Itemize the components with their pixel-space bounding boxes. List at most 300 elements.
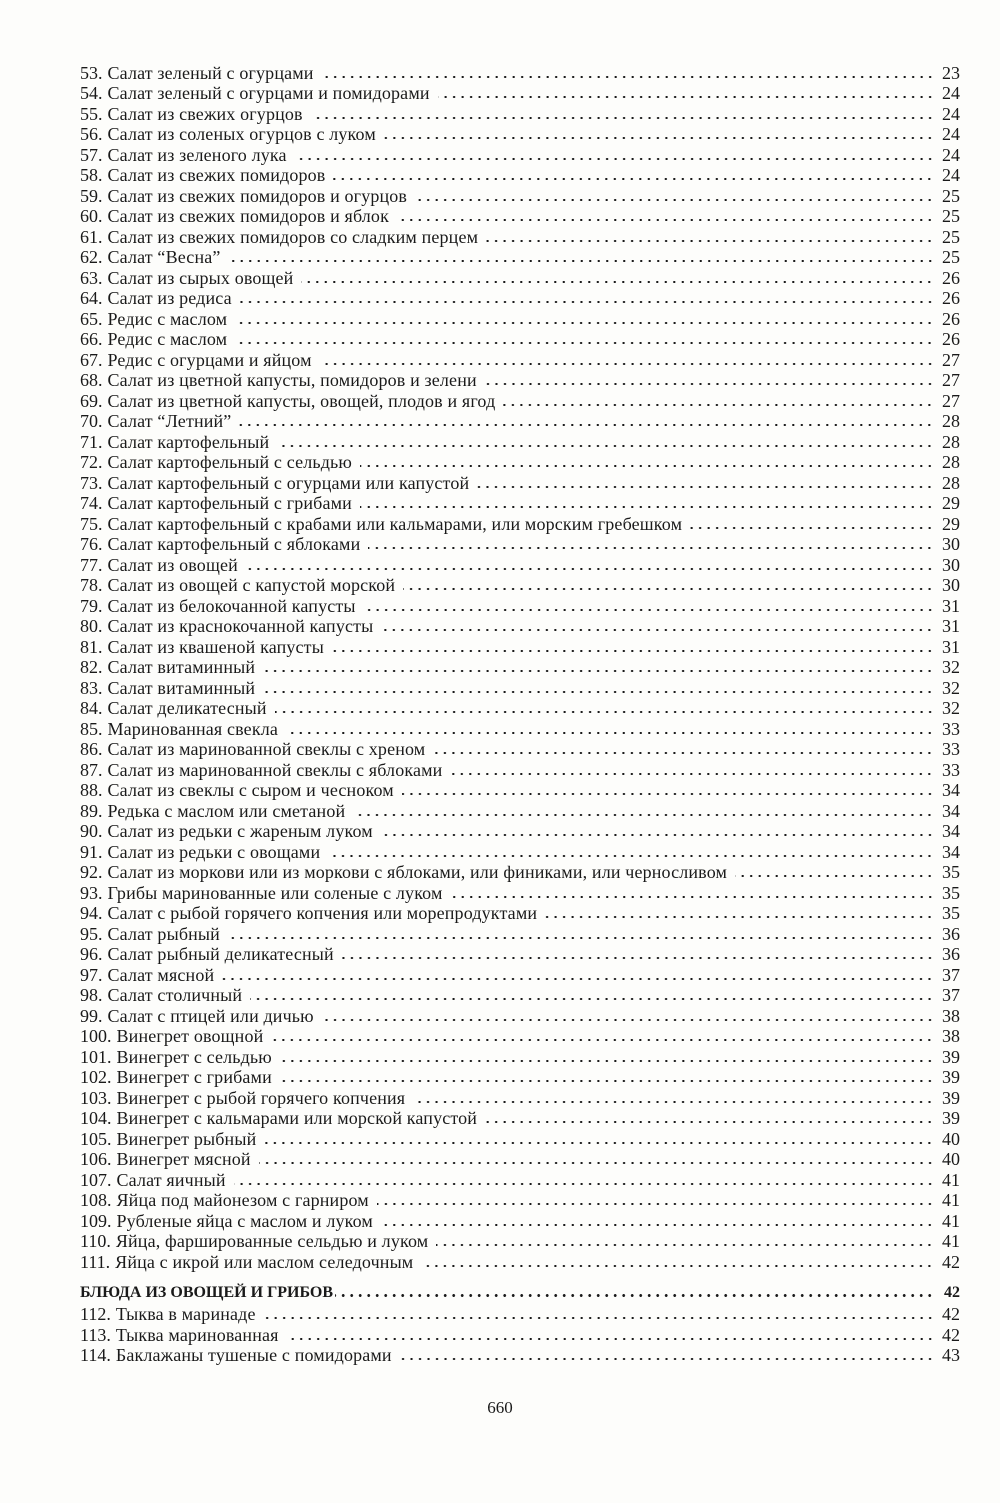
toc-entry <box>80 882 960 903</box>
entry-title: Салат из цветной капусты, овощей, плодов и ягод <box>107 390 496 411</box>
entry-title: Салат из свежих помидоров и огурцов <box>107 185 408 206</box>
entry-title: Салат с птицей или дичью <box>107 1005 314 1026</box>
entry-title: Винегрет с сельдью <box>116 1046 272 1067</box>
entry-title: Салат из сырых овощей <box>107 267 294 288</box>
entry-page-number: 36 <box>942 944 960 964</box>
dot-leader <box>235 322 934 324</box>
entry-number: 58. <box>80 165 103 185</box>
toc-entry <box>80 841 960 862</box>
toc-entry <box>80 1304 960 1325</box>
dot-leader <box>264 1142 934 1144</box>
entry-page-number: 42 <box>942 1251 960 1272</box>
entry-title: Салат из маринованной свеклы с яблоками <box>107 759 443 780</box>
dot-leader <box>246 568 934 570</box>
dot-leader <box>239 424 934 426</box>
entry-title: Редис с огурцами и яйцом <box>107 349 312 370</box>
entry-number: 82. <box>80 657 103 677</box>
dot-leader <box>332 650 934 652</box>
entry-number: 113. <box>80 1324 111 1345</box>
entry-title: Салат рыбный <box>107 923 220 944</box>
section-page-number: 42 <box>944 1283 960 1301</box>
toc-entry <box>80 472 960 493</box>
entry-number: 74. <box>80 493 103 513</box>
entry-title: Салат картофельный с огурцами или капустой <box>107 472 470 493</box>
entry-number: 88. <box>80 780 103 800</box>
dot-leader <box>485 383 934 385</box>
entry-number: 94. <box>80 903 103 923</box>
toc-entry <box>80 62 960 83</box>
toc-entry <box>80 739 960 760</box>
entry-number: 73. <box>80 472 103 493</box>
dot-leader <box>277 445 934 447</box>
dot-leader <box>360 506 934 508</box>
entry-page-number: 43 <box>942 1345 960 1365</box>
dot-leader <box>235 342 934 344</box>
entry-title: Винегрет с рыбой горячего копчения <box>116 1087 406 1108</box>
entry-page-number: 28 <box>942 452 960 472</box>
toc-entry <box>80 1169 960 1190</box>
entry-page-number: 24 <box>942 124 960 144</box>
entry-page-number: 36 <box>942 923 960 944</box>
entry-page-number: 42 <box>942 1304 960 1324</box>
dot-leader <box>450 773 934 775</box>
entry-page-number: 33 <box>942 739 960 759</box>
dot-leader <box>415 199 934 201</box>
entry-number: 104. <box>80 1108 112 1128</box>
dot-leader <box>271 1039 934 1041</box>
toc-entry <box>80 575 960 596</box>
entry-page-number: 34 <box>942 821 960 841</box>
entry-title: Винегрет мясной <box>116 1149 251 1169</box>
toc-entry <box>80 144 960 165</box>
entry-page-number: 24 <box>942 144 960 165</box>
dot-leader <box>413 1101 934 1103</box>
dot-leader <box>368 547 934 549</box>
dot-leader <box>402 793 934 795</box>
toc-entry <box>80 677 960 698</box>
entry-number: 68. <box>80 370 103 390</box>
dot-leader <box>381 629 934 631</box>
toc-entry <box>80 1005 960 1026</box>
dot-leader <box>690 527 934 529</box>
entry-number: 71. <box>80 431 103 452</box>
entry-page-number: 35 <box>942 882 960 903</box>
entry-number: 81. <box>80 636 103 657</box>
section-title: БЛЮДА ИЗ ОВОЩЕЙ И ГРИБОВ <box>80 1283 334 1301</box>
entry-title: Салат зеленый с огурцами <box>107 62 314 83</box>
entry-title: Салат из моркови или из моркови с яблоками, или финиками, или черносливом <box>107 862 728 882</box>
dot-leader <box>322 1019 934 1021</box>
toc-entry <box>80 411 960 432</box>
entry-page-number: 26 <box>942 288 960 308</box>
page-number: 660 <box>487 1398 513 1417</box>
toc-entry <box>80 165 960 186</box>
toc-entry <box>80 554 960 575</box>
entry-page-number: 38 <box>942 1026 960 1046</box>
toc-entry <box>80 534 960 555</box>
dot-leader <box>301 281 934 283</box>
toc-entry <box>80 370 960 391</box>
dot-leader <box>353 814 934 816</box>
entry-number: 95. <box>80 923 103 944</box>
toc-entry <box>80 616 960 637</box>
dot-leader <box>328 855 934 857</box>
toc-entry <box>80 698 960 719</box>
entry-number: 59. <box>80 185 103 206</box>
toc-entry <box>80 349 960 370</box>
entry-page-number: 23 <box>942 62 960 83</box>
entry-number: 65. <box>80 308 103 329</box>
entry-page-number: 26 <box>942 267 960 288</box>
toc-entry <box>80 595 960 616</box>
entry-page-number: 25 <box>942 226 960 247</box>
entry-title: Салат зеленый с огурцами и помидорами <box>107 83 430 103</box>
dot-leader <box>342 957 934 959</box>
entry-title: Салат из свежих помидоров <box>107 165 326 185</box>
entry-page-number: 34 <box>942 800 960 821</box>
entry-number: 87. <box>80 759 103 780</box>
entry-page-number: 30 <box>942 534 960 554</box>
toc-entry <box>80 964 960 985</box>
dot-leader <box>222 978 934 980</box>
entry-title: Салат витаминный <box>107 677 256 698</box>
entry-number: 54. <box>80 83 103 103</box>
dot-leader <box>451 896 934 898</box>
toc-entry <box>80 718 960 739</box>
toc-entry <box>80 452 960 473</box>
dot-leader <box>286 732 934 734</box>
dot-leader <box>311 117 934 119</box>
entry-page-number: 24 <box>942 83 960 103</box>
entry-title: Салат “Весна” <box>107 247 221 267</box>
toc-entry <box>80 636 960 657</box>
entry-number: 89. <box>80 800 103 821</box>
entry-number: 111. <box>80 1251 111 1272</box>
entry-number: 100. <box>80 1026 112 1046</box>
toc-entry <box>80 944 960 965</box>
entry-title: Салат из свежих помидоров со сладким перцем <box>107 226 479 247</box>
entry-title: Салат из краснокочанной капусты <box>107 616 374 636</box>
entry-page-number: 41 <box>942 1231 960 1251</box>
dot-leader <box>295 158 934 160</box>
entry-page-number: 25 <box>942 247 960 267</box>
entry-number: 99. <box>80 1005 103 1026</box>
entry-number: 79. <box>80 595 103 616</box>
toc-entry <box>80 903 960 924</box>
entry-page-number: 37 <box>942 985 960 1005</box>
dot-leader <box>287 1338 934 1340</box>
entry-page-number: 29 <box>942 513 960 534</box>
toc-entry <box>80 1067 960 1088</box>
entry-number: 56. <box>80 124 103 144</box>
entry-number: 90. <box>80 821 103 841</box>
dot-leader <box>234 1183 934 1185</box>
entry-title: Редис с маслом <box>107 329 228 349</box>
entry-title: Салат из редиса <box>107 288 232 308</box>
entry-number: 109. <box>80 1210 112 1231</box>
toc-entry <box>80 1190 960 1211</box>
entry-title: Грибы маринованные или соленые с луком <box>107 882 443 903</box>
entry-title: Салат из белокочанной капусты <box>107 595 356 616</box>
entry-page-number: 24 <box>942 103 960 124</box>
entry-title: Винегрет с грибами <box>116 1067 272 1087</box>
entry-page-number: 39 <box>942 1046 960 1067</box>
entry-page-number: 30 <box>942 575 960 595</box>
entry-number: 92. <box>80 862 103 882</box>
entry-number: 61. <box>80 226 103 247</box>
entry-number: 108. <box>80 1190 112 1210</box>
entry-page-number: 39 <box>942 1067 960 1087</box>
dot-leader <box>259 1162 934 1164</box>
entry-page-number: 33 <box>942 759 960 780</box>
dot-leader <box>280 1060 934 1062</box>
toc-entry <box>80 513 960 534</box>
entry-title: Яйца с икрой или маслом селедочным <box>115 1251 414 1272</box>
toc-entry <box>80 1026 960 1047</box>
entry-number: 78. <box>80 575 103 595</box>
toc-entry <box>80 493 960 514</box>
dot-leader <box>280 1080 934 1082</box>
entry-title: Салат из свежих огурцов <box>107 103 303 124</box>
toc-entry <box>80 288 960 309</box>
toc-entry <box>80 1046 960 1067</box>
dot-leader <box>485 1121 934 1123</box>
entry-page-number: 30 <box>942 554 960 575</box>
toc-entry <box>80 759 960 780</box>
entry-page-number: 28 <box>942 472 960 493</box>
toc-entry <box>80 124 960 145</box>
entry-page-number: 32 <box>942 657 960 677</box>
toc-entry <box>80 1345 960 1366</box>
entry-title: Салат из свежих помидоров и яблок <box>107 206 389 226</box>
entry-title: Редька с маслом или сметаной <box>107 800 346 821</box>
toc-entry <box>80 83 960 104</box>
entry-title: Салат рыбный деликатесный <box>107 944 334 964</box>
entry-page-number: 41 <box>942 1190 960 1210</box>
entry-title: Салат из редьки с овощами <box>107 841 321 862</box>
entry-page-number: 41 <box>942 1210 960 1231</box>
entry-number: 112. <box>80 1304 111 1324</box>
entry-number: 69. <box>80 390 103 411</box>
dot-leader <box>322 76 934 78</box>
entry-number: 66. <box>80 329 103 349</box>
entry-title: Салат из квашеной капусты <box>107 636 324 657</box>
dot-leader <box>545 916 934 918</box>
entry-page-number: 27 <box>942 349 960 370</box>
toc-entry <box>80 206 960 227</box>
entry-page-number: 35 <box>942 903 960 923</box>
dot-leader <box>275 711 934 713</box>
entry-title: Салат картофельный с крабами или кальмарами, или морским гребешком <box>107 513 683 534</box>
dot-leader <box>433 752 934 754</box>
table-of-contents <box>80 62 960 1365</box>
dot-leader <box>263 670 934 672</box>
entry-title: Салат с рыбой горячего копчения или морепродуктами <box>107 903 538 923</box>
entry-number: 85. <box>80 718 103 739</box>
entry-title: Винегрет овощной <box>116 1026 264 1046</box>
entry-number: 60. <box>80 206 103 226</box>
entry-title: Салат из овощей <box>107 554 238 575</box>
toc-entry <box>80 780 960 801</box>
dot-leader <box>421 1265 934 1267</box>
entry-number: 84. <box>80 698 103 718</box>
toc-entry <box>80 103 960 124</box>
entry-page-number: 39 <box>942 1087 960 1108</box>
toc-entry <box>80 390 960 411</box>
toc-entry <box>80 1108 960 1129</box>
dot-leader <box>735 875 934 877</box>
entry-number: 63. <box>80 267 103 288</box>
entry-page-number: 25 <box>942 185 960 206</box>
entry-page-number: 31 <box>942 636 960 657</box>
dot-leader <box>333 178 934 180</box>
dot-leader <box>384 137 934 139</box>
entry-page-number: 31 <box>942 616 960 636</box>
entry-number: 67. <box>80 349 103 370</box>
entry-page-number: 42 <box>942 1324 960 1345</box>
entry-page-number: 27 <box>942 370 960 390</box>
toc-group-vegetables <box>80 1304 960 1366</box>
toc-entry <box>80 800 960 821</box>
entry-title: Салат из соленых огурцов с луком <box>107 124 376 144</box>
dot-leader <box>364 609 934 611</box>
entry-page-number: 32 <box>942 677 960 698</box>
entry-title: Салат яичный <box>116 1169 226 1190</box>
entry-title: Салат из редьки с жареным луком <box>107 821 373 841</box>
entry-number: 80. <box>80 616 103 636</box>
entry-page-number: 32 <box>942 698 960 718</box>
entry-page-number: 41 <box>942 1169 960 1190</box>
entry-title: Салат из цветной капусты, помидоров и зелени <box>107 370 477 390</box>
dot-leader <box>377 1203 934 1205</box>
entry-number: 70. <box>80 411 103 431</box>
dot-leader <box>263 691 934 693</box>
toc-entry <box>80 923 960 944</box>
toc-entry <box>80 862 960 883</box>
toc-entry <box>80 1087 960 1108</box>
dot-leader <box>228 937 934 939</box>
entry-title: Тыква маринованная <box>115 1324 279 1345</box>
entry-number: 106. <box>80 1149 112 1169</box>
entry-number: 105. <box>80 1128 112 1149</box>
dot-leader <box>360 465 934 467</box>
entry-title: Салат картофельный с грибами <box>107 493 352 513</box>
dot-leader <box>477 486 934 488</box>
entry-page-number: 25 <box>942 206 960 226</box>
entry-page-number: 35 <box>942 862 960 882</box>
dot-leader <box>438 96 934 98</box>
dot-leader <box>264 1317 934 1319</box>
toc-entry <box>80 1251 960 1272</box>
entry-page-number: 40 <box>942 1128 960 1149</box>
entry-title: Салат деликатесный <box>107 698 267 718</box>
toc-entry <box>80 821 960 842</box>
entry-title: Салат мясной <box>107 964 215 985</box>
entry-page-number: 40 <box>942 1149 960 1169</box>
entry-title: Яйца под майонезом с гарниром <box>116 1190 369 1210</box>
toc-entry <box>80 247 960 268</box>
toc-entry <box>80 329 960 350</box>
dot-leader <box>486 240 934 242</box>
toc-entry <box>80 1324 960 1345</box>
toc-entry <box>80 185 960 206</box>
entry-number: 91. <box>80 841 103 862</box>
dot-leader <box>335 1294 934 1297</box>
entry-number: 93. <box>80 882 103 903</box>
dot-leader <box>240 301 934 303</box>
entry-page-number: 24 <box>942 165 960 185</box>
entry-number: 98. <box>80 985 103 1005</box>
toc-entry <box>80 308 960 329</box>
entry-title: Салат витаминный <box>107 657 256 677</box>
entry-number: 55. <box>80 103 103 124</box>
entry-number: 102. <box>80 1067 112 1087</box>
entry-page-number: 34 <box>942 841 960 862</box>
entry-title: Салат из маринованной свеклы с хреном <box>107 739 426 759</box>
entry-title: Винегрет рыбный <box>116 1128 257 1149</box>
entry-title: Салат из свеклы с сыром и чесноком <box>107 780 394 800</box>
entry-title: Яйца, фаршированные сельдью и луком <box>115 1231 429 1251</box>
dot-leader <box>400 1358 934 1360</box>
entry-title: Салат картофельный с сельдью <box>107 452 352 472</box>
toc-entry <box>80 1128 960 1149</box>
entry-number: 57. <box>80 144 103 165</box>
dot-leader <box>436 1244 934 1246</box>
toc-group-salads <box>80 62 960 1272</box>
dot-leader <box>503 404 934 406</box>
entry-number: 114. <box>80 1345 111 1365</box>
entry-page-number: 33 <box>942 718 960 739</box>
entry-number: 64. <box>80 288 103 308</box>
entry-number: 76. <box>80 534 103 554</box>
entry-title: Салат столичный <box>107 985 243 1005</box>
entry-page-number: 39 <box>942 1108 960 1128</box>
dot-leader <box>381 1224 934 1226</box>
entry-title: Тыква в маринаде <box>115 1304 256 1324</box>
entry-page-number: 28 <box>942 431 960 452</box>
entry-number: 62. <box>80 247 103 267</box>
entry-page-number: 29 <box>942 493 960 513</box>
entry-title: Салат картофельный <box>107 431 270 452</box>
dot-leader <box>403 588 934 590</box>
entry-title: Баклажаны тушеные с помидорами <box>115 1345 392 1365</box>
entry-page-number: 31 <box>942 595 960 616</box>
entry-title: Салат из овощей с капустой морской <box>107 575 396 595</box>
toc-entry <box>80 1149 960 1170</box>
entry-title: Рубленые яйца с маслом и луком <box>116 1210 373 1231</box>
entry-number: 83. <box>80 677 103 698</box>
dot-leader <box>250 998 934 1000</box>
entry-title: Салат “Летний” <box>107 411 232 431</box>
entry-number: 72. <box>80 452 103 472</box>
entry-number: 110. <box>80 1231 111 1251</box>
dot-leader <box>397 219 934 221</box>
entry-number: 103. <box>80 1087 112 1108</box>
entry-title: Редис с маслом <box>107 308 228 329</box>
entry-page-number: 26 <box>942 329 960 349</box>
entry-number: 97. <box>80 964 103 985</box>
dot-leader <box>381 834 934 836</box>
entry-page-number: 38 <box>942 1005 960 1026</box>
entry-title: Салат картофельный с яблоками <box>107 534 361 554</box>
toc-entry <box>80 226 960 247</box>
dot-leader <box>229 260 934 262</box>
toc-entry <box>80 267 960 288</box>
entry-page-number: 27 <box>942 390 960 411</box>
toc-entry <box>80 657 960 678</box>
entry-title: Салат из зеленого лука <box>107 144 287 165</box>
entry-page-number: 37 <box>942 964 960 985</box>
